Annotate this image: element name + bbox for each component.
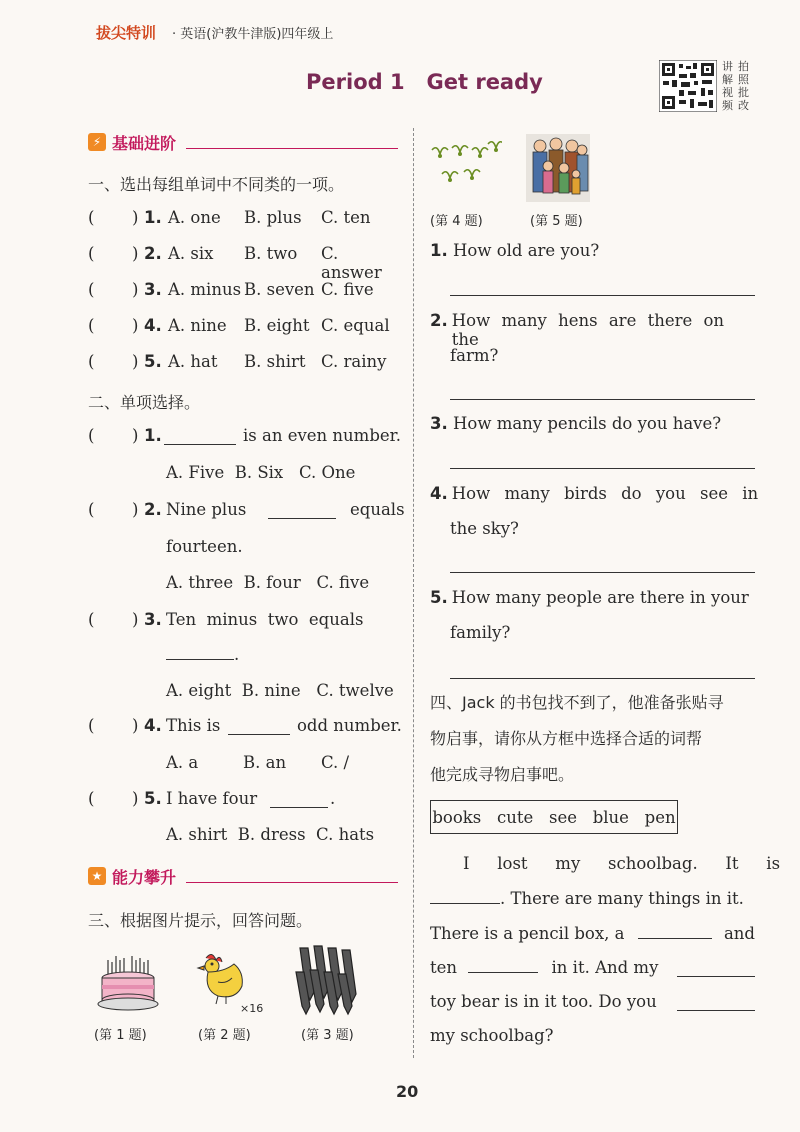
blank-line[interactable] <box>468 958 538 973</box>
item-number: 3. <box>144 610 162 629</box>
qr-label-video: 讲解视频 <box>722 60 733 112</box>
question-text-after: . <box>330 789 336 808</box>
caption-q5: (第 5 题) <box>530 214 583 229</box>
answer-line[interactable] <box>450 399 755 400</box>
question-text: This is <box>166 716 221 735</box>
part3-q5 <box>430 588 760 607</box>
section-tag-advanced <box>88 862 398 890</box>
birds-icon <box>430 140 502 192</box>
notice-line5: toy bear is in it too. Do you <box>430 992 755 1011</box>
part3-q1 <box>430 241 599 260</box>
part2-q3-cont: . <box>166 645 239 664</box>
item-number: 3. <box>430 414 448 433</box>
option-c: C. ten <box>321 208 371 227</box>
caption-q3: (第 3 题) <box>301 1028 354 1043</box>
page-number: 20 <box>396 1082 419 1101</box>
section-tag-basic <box>88 128 398 156</box>
answer-paren[interactable]: ( <box>88 280 95 299</box>
answer-line[interactable] <box>450 468 755 469</box>
part3-q2 <box>430 311 760 349</box>
option-c: C. equal <box>321 316 390 335</box>
item-number: 4. <box>144 316 162 335</box>
blank-line[interactable] <box>166 645 234 660</box>
caption-q2: (第 2 题) <box>198 1028 251 1043</box>
series-title: · 英语(沪教牛津版)四年级上 <box>172 27 334 42</box>
question-text: is an even number. <box>243 426 401 445</box>
question-text: Nine plus <box>166 500 247 519</box>
answer-line[interactable] <box>450 572 755 573</box>
answer-line[interactable] <box>450 295 755 296</box>
part3-q4 <box>430 484 760 503</box>
section-tag-underline <box>186 882 398 883</box>
hen-icon <box>196 948 248 1006</box>
notice-line2: . There are many things in it. <box>430 889 744 908</box>
item-number: 1. <box>144 208 162 227</box>
pencils-icon <box>294 944 364 1016</box>
option-c: C. rainy <box>321 352 387 371</box>
part3-q3 <box>430 414 721 433</box>
item-number: 5. <box>144 789 162 808</box>
part4-heading-line1: 四、Jack 的书包找不到了，他准备张贴寻 <box>430 693 724 712</box>
qr-label-photo: 拍照批改 <box>738 60 749 112</box>
part2-q5-options: A. shirt B. dress C. hats <box>166 825 375 844</box>
item-number: 5. <box>144 352 162 371</box>
question-text: How many pencils do you have? <box>453 414 722 433</box>
column-divider <box>413 128 414 1058</box>
part2-q4-option-a: A. a <box>166 753 199 772</box>
answer-paren-close: ) <box>132 244 139 263</box>
answer-paren-close: ) <box>132 280 139 299</box>
option-b: B. shirt <box>244 352 306 371</box>
part2-q4-option-c: C. / <box>321 753 350 772</box>
option-a: A. nine <box>168 316 227 335</box>
blank-line[interactable] <box>164 430 236 445</box>
part2-q2-cont: fourteen. <box>166 537 243 556</box>
option-c: C. five <box>321 280 374 299</box>
word-box: books cute see blue pen <box>430 800 678 834</box>
item-number: 4. <box>430 484 448 503</box>
item-number: 2. <box>430 311 448 330</box>
part4-heading-line3: 他完成寻物启事吧。 <box>430 765 575 784</box>
answer-paren-close: ) <box>132 789 139 808</box>
part4-heading-line2: 物启事，请你从方框中选择合适的词帮 <box>430 729 703 748</box>
answer-paren[interactable]: ( <box>88 426 95 445</box>
option-b: B. plus <box>244 208 302 227</box>
part3-heading: 三、根据图片提示，回答问题。 <box>88 911 313 930</box>
answer-paren[interactable]: ( <box>88 208 95 227</box>
question-text: How many people are there in your <box>451 588 749 607</box>
qr-code-icon[interactable] <box>659 60 717 112</box>
caption-q4: (第 4 题) <box>430 214 483 229</box>
part2-q2-options: A. three B. four C. five <box>166 573 370 592</box>
star-icon: ★ <box>88 867 106 885</box>
item-number: 2. <box>144 244 162 263</box>
blank-line[interactable] <box>430 889 500 904</box>
blank-line[interactable] <box>677 962 755 977</box>
part2-q1-options: A. Five B. Six C. One <box>166 463 356 482</box>
hens-count: ×16 <box>240 1002 264 1015</box>
item-number: 2. <box>144 500 162 519</box>
blank-line[interactable] <box>270 793 328 808</box>
question-text: How many hens are there on the <box>451 311 725 349</box>
notice-line1: I lost my schoolbag. It is <box>463 854 781 873</box>
section-tag-label: 能力攀升 <box>112 867 177 887</box>
cake-icon <box>96 952 160 1012</box>
answer-paren-close: ) <box>132 208 139 227</box>
question-text-after: odd number. <box>297 716 402 735</box>
option-a: A. one <box>168 208 221 227</box>
answer-paren-close: ) <box>132 316 139 335</box>
part3-q5-cont: family? <box>450 623 511 642</box>
notice-line3: There is a pencil box, a and <box>430 924 755 943</box>
answer-paren-close: ) <box>132 500 139 519</box>
part2-q3-options: A. eight B. nine C. twelve <box>166 681 394 700</box>
answer-paren[interactable]: ( <box>88 716 95 735</box>
notice-line6: my schoolbag? <box>430 1026 554 1045</box>
answer-paren-close: ) <box>132 716 139 735</box>
answer-paren[interactable]: ( <box>88 610 95 629</box>
part2-q4-option-b: B. an <box>243 753 287 772</box>
option-b: B. two <box>244 244 298 263</box>
item-number: 3. <box>144 280 162 299</box>
question-text: I have four <box>166 789 258 808</box>
item-number: 4. <box>144 716 162 735</box>
option-a: A. six <box>168 244 214 263</box>
lightning-icon: ⚡ <box>88 133 106 151</box>
brand: 拔尖特训 <box>96 24 157 42</box>
answer-paren-close: ) <box>132 352 139 371</box>
option-c: C. answer <box>321 244 382 282</box>
item-number: 5. <box>430 588 448 607</box>
page-title: Period 1 Get ready <box>306 70 543 94</box>
part1-heading: 一、选出每组单词中不同类的一项。 <box>88 175 345 194</box>
blank-line[interactable] <box>228 720 290 735</box>
question-text: How many birds do you see in <box>451 484 759 503</box>
option-a: A. hat <box>168 352 218 371</box>
answer-paren[interactable]: ( <box>88 352 95 371</box>
answer-paren[interactable]: ( <box>88 789 95 808</box>
option-b: B. seven <box>244 280 315 299</box>
question-text-after: equals <box>350 500 405 519</box>
part2-heading: 二、单项选择。 <box>88 393 201 412</box>
question-text: Ten minus two equals <box>166 610 364 629</box>
option-a: A. minus <box>168 280 242 299</box>
caption-q1: (第 1 题) <box>94 1028 147 1043</box>
answer-paren-close: ) <box>132 610 139 629</box>
answer-paren[interactable]: ( <box>88 316 95 335</box>
blank-line[interactable] <box>638 924 712 939</box>
blank-line[interactable] <box>677 996 755 1011</box>
part3-q2-cont: farm? <box>450 346 499 365</box>
item-number: 1. <box>144 426 162 445</box>
option-b: B. eight <box>244 316 310 335</box>
item-number: 1. <box>430 241 448 260</box>
blank-line[interactable] <box>268 504 336 519</box>
family-icon <box>526 134 590 202</box>
section-tag-underline <box>186 148 398 149</box>
answer-paren[interactable]: ( <box>88 500 95 519</box>
question-text: How old are you? <box>453 241 600 260</box>
answer-line[interactable] <box>450 678 755 679</box>
part3-q4-cont: the sky? <box>450 519 519 538</box>
answer-paren[interactable]: ( <box>88 244 95 263</box>
answer-paren-close: ) <box>132 426 139 445</box>
notice-line4: ten in it. And my <box>430 958 755 977</box>
section-tag-label: 基础进阶 <box>112 133 177 153</box>
